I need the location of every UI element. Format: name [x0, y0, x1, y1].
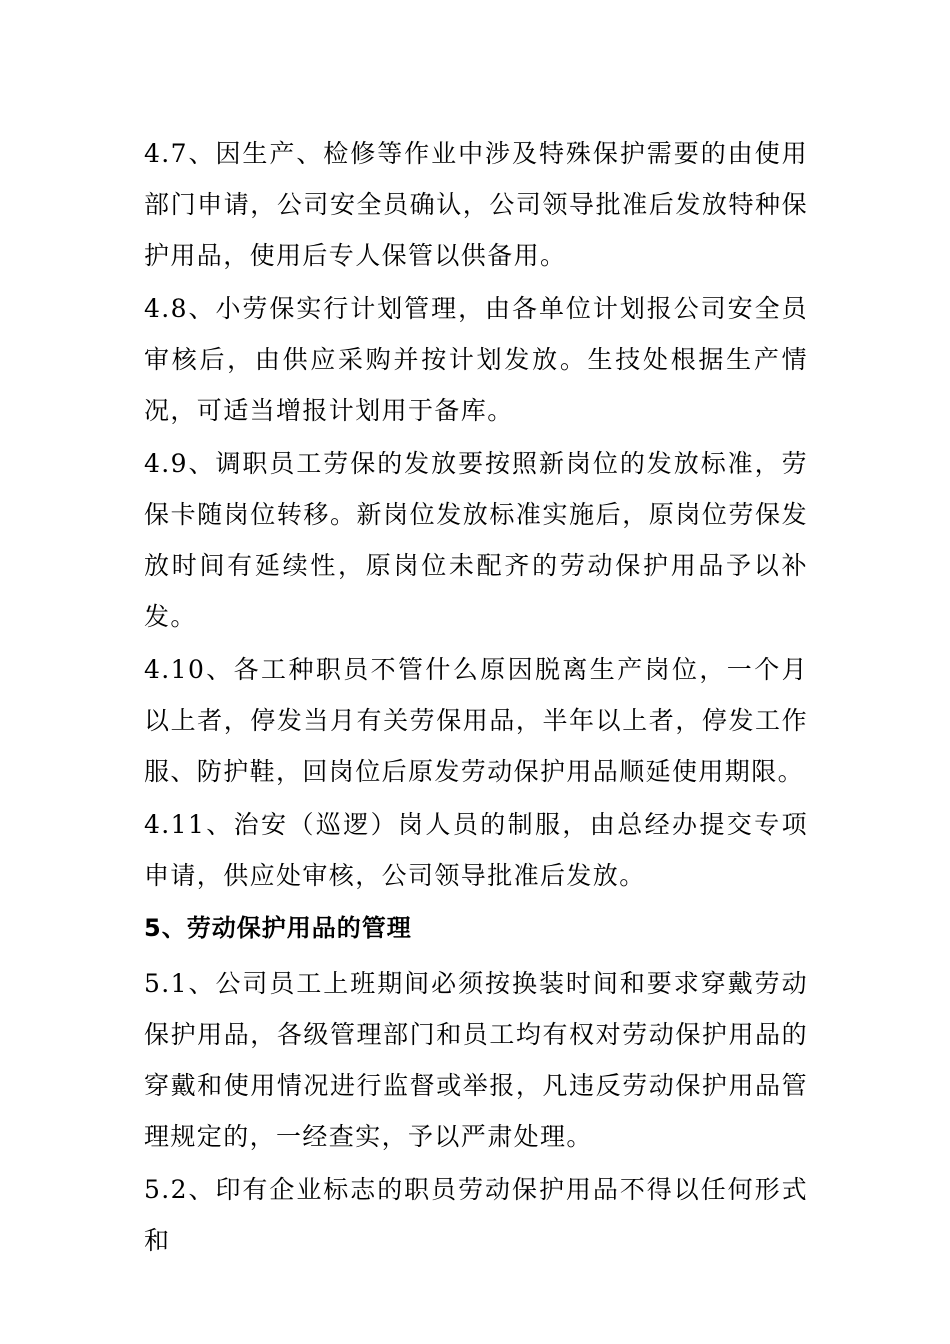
- paragraph-4-9: 4.9、调职员工劳保的发放要按照新岗位的发放标准，劳保卡随岗位转移。新岗位发放标准实施后，原岗位劳保发放时间有延续性，原岗位未配齐的劳动保护用品予以补发。: [144, 449, 808, 631]
- paragraph-4-8: 4.8、小劳保实行计划管理，由各单位计划报公司安全员审核后，由供应采购并按计划发放。生技处根据生产情况，可适当增报计划用于备库。: [144, 294, 808, 425]
- paragraph-4-7: 4.7、因生产、检修等作业中涉及特殊保护需要的由使用部门申请，公司安全员确认，公司领导批准后发放特种保护用品，使用后专人保管以供备用。: [144, 139, 808, 270]
- paragraph-4-11: 4.11、治安（巡逻）岗人员的制服，由总经办提交专项申请，供应处审核，公司领导批准后发放。: [144, 810, 808, 890]
- paragraph-5-1: 5.1、公司员工上班期间必须按换装时间和要求穿戴劳动保护用品，各级管理部门和员工均有权对劳动保护用品的穿戴和使用情况进行监督或举报，凡违反劳动保护用品管理规定的，一经查实，予以严肃处理。: [144, 969, 808, 1151]
- paragraph-4-10: 4.10、各工种职员不管什么原因脱离生产岗位，一个月以上者，停发当月有关劳保用品，半年以上者，停发工作服、防护鞋，回岗位后原发劳动保护用品顺延使用期限。: [144, 655, 808, 786]
- paragraph-5-2: 5.2、印有企业标志的职员劳动保护用品不得以任何形式和: [144, 1175, 808, 1255]
- section-heading-5: 5、劳动保护用品的管理: [144, 914, 412, 942]
- document-body: [144, 128, 808, 1266]
